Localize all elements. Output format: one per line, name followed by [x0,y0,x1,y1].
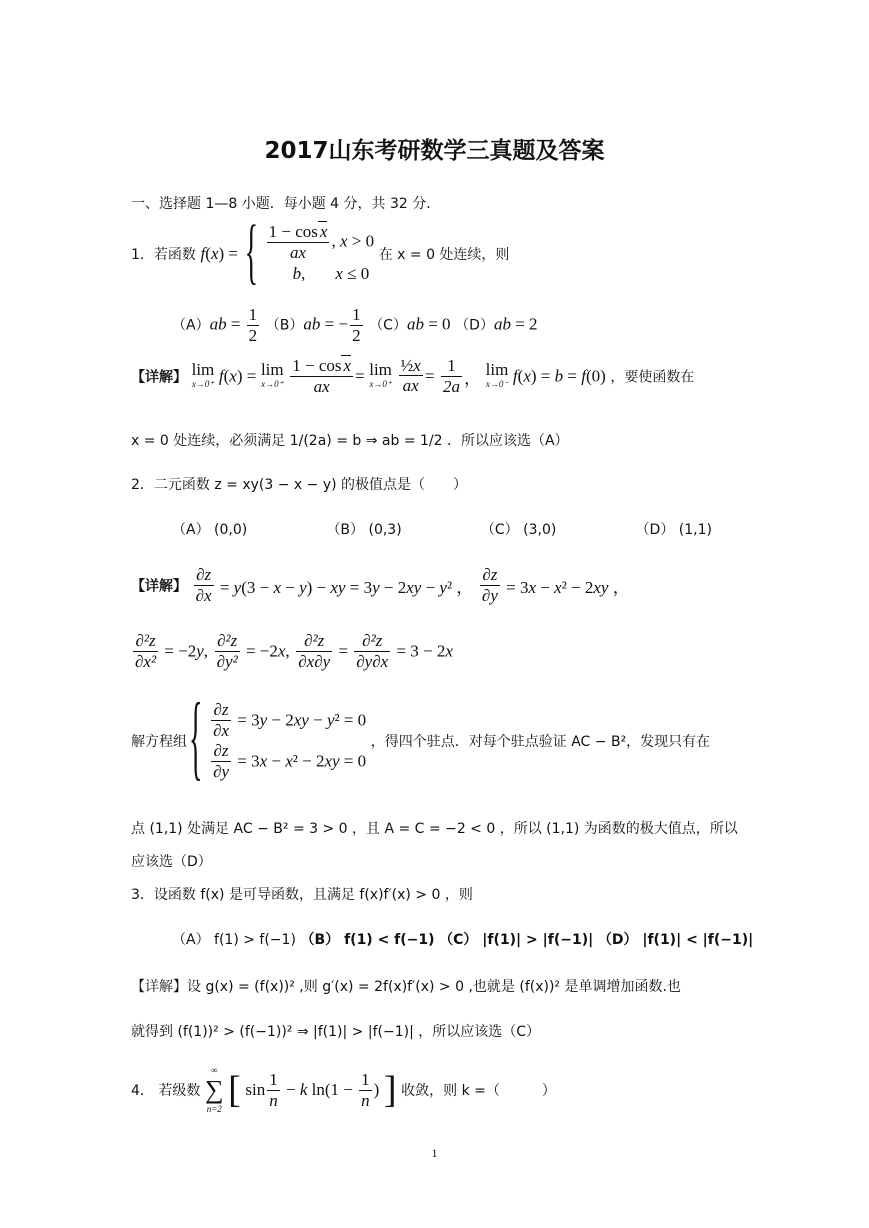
question-2: 2．二元函数 z = xy(3 − x − y) 的极值点是（ ） [131,477,468,493]
q2-option-c: （C） (3,0) [480,522,557,538]
q1-detail-end: ，要使函数在 [610,369,695,386]
q4-prefix: 4． 若级数 [131,1083,201,1099]
q1-detail: 【详解】 lim x→0⁺ f(x) = lim x→0⁺ $\frac{\text{1 − cos x}}{ax}$ = lim x→0⁺ $\frac{\text{½x}}{ax}$ = $\frac{1}{2a}$ ， lim x→0⁻ f(x) = b = f(0) ，要使函数在 [131,356,695,396]
q2-conclusion-2: 应该选（D） [131,854,212,870]
page-number: 1 [431,1146,438,1160]
q3-option-c: （C） |f(1)| > |f(−1)| [439,932,594,948]
q2-solve-end: ，得四个驻点．对每个驻点验证 AC − B²，发现只有在 [370,734,711,750]
q2-second-derivatives: $\frac{\text{∂²z}}{\text{∂x²}}$ = −2y, $\frac{\text{∂²z}}{\text{∂y²}}$ = −2x, $\frac{\text{∂²z}}{\partial x\partial y}$ = $\frac{\text{∂²z}}{\partial y\partial x}$ = 3 − 2x [135,631,453,671]
q1-prefix: 1．若函数 [131,247,196,263]
q1-detail-label: 【详解】 [131,369,187,386]
q2-option-a: （A） (0,0) [172,522,248,538]
question-4: 4． 若级数 ∞ ∑ n=2 [ sin $\frac{1}{n}$ − k ln(1 − $\frac{1}{n}$ ) ] 收敛，则 k =（ ） [131,1065,556,1114]
section-heading: 一、选择题 1—8 小题．每小题 4 分，共 32 分． [131,196,441,212]
q2-solve: 解方程组{ $\frac{\partial z}{\partial x}$ = 3y − 2xy − y² = 0 $\frac{\partial z}{\partial y}$ = 3x − x² − 2xy = 0 ，得四个驻点．对每个驻点验证 AC − B²，发现只有在 [131,686,711,792]
q3-option-a: （A） f(1) > f(−1) [172,932,296,948]
q3-option-d: （D） |f(1)| < |f(−1)| [597,932,754,948]
q3-option-b: （B） f(1) < f(−1) [300,932,435,948]
q3-detail: 【详解】设 g(x) = (f(x))² ,则 g′(x) = 2f(x)f′(x) > 0 ,也就是 (f(x))² 是单调增加函数.也 [131,979,681,995]
q2-detail-label: 【详解】 [131,578,187,595]
q2-solve-label: 解方程组 [131,734,187,750]
q2-conclusion: 点 (1,1) 处满足 AC − B² = 3 > 0 ，且 A = C = −2 < 0 ，所以 (1,1) 为函数的极大值点，所以 [131,821,738,837]
q2-options [172,519,712,539]
page-title: 2017山东考研数学三真题及答案 [264,138,605,164]
question-1: 1．若函数 f(x) = { $\frac{\text{1 − cos x}}{ax}$ , x > 0 b, x ≤ 0 在 x = 0 处连续，则 [131,212,510,293]
summation: ∞ ∑ n=2 [204,1065,224,1114]
q1-suffix: 在 x = 0 处连续，则 [378,247,510,263]
q2-option-b: （B） (0,3) [326,522,402,538]
q2-detail: 【详解】 $\frac{\partial z}{\partial x}$ = y(3 − x − y) − xy = 3y − 2xy − y² ， $\frac{\partial z}{\partial y}$ = 3x − x² − 2xy ， [131,565,630,605]
q3-detail-2: 就得到 (f(1))² > (f(−1))² ⇒ |f(1)| > |f(−1)| ，所以应该选（C） [131,1024,541,1040]
q1-detail-2: x = 0 处连续，必须满足 1/(2a) = b ⇒ ab = 1/2 ．所以应该选（A） [131,433,569,449]
q1-piecewise: $\frac{\text{1 − cos x}}{ax}$ , x > 0 b, x ≤ 0 [268,222,375,283]
q3-options [172,929,753,949]
q4-suffix: 收敛，则 k =（ ） [401,1083,556,1099]
q1-options: （A）ab = $\frac{1}{2}$ （B）ab = − $\frac{1}{2}$ （C）ab = 0 （D）ab = 2 [172,305,538,345]
q2-option-d: （D） (1,1) [635,522,712,538]
question-3: 3．设函数 f(x) 是可导函数，且满足 f(x)f′(x) > 0 ，则 [131,887,473,903]
